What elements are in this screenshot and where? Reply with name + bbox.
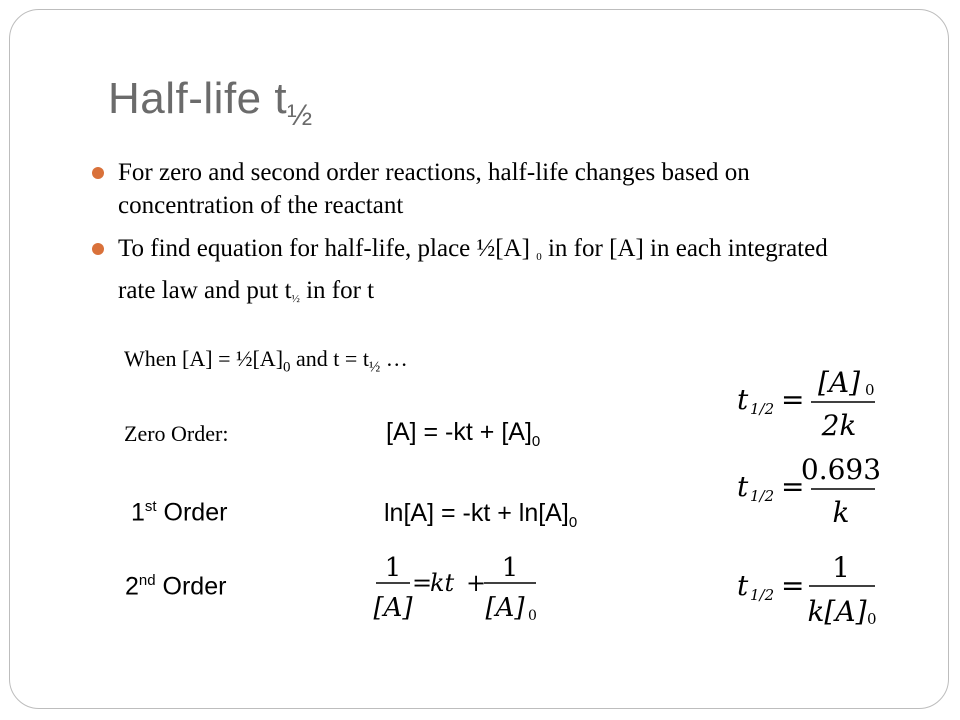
second-denominator-subscript: 0 (867, 610, 877, 628)
second-order-word: Order (155, 572, 227, 601)
first-denominator: k (832, 496, 850, 529)
t-half-subscript: 1/2 (750, 400, 775, 418)
title-subscript: ½ (287, 99, 313, 132)
bullet-text: For zero and second order reactions, half-life changes based on concentration of the reactant (118, 159, 750, 219)
t-half-subscript: 1/2 (750, 586, 775, 604)
second-order-half-life-formula (735, 546, 895, 630)
slide-title (108, 74, 313, 132)
bullet-dot-icon (92, 243, 104, 255)
zero-order-half-life-formula (735, 362, 895, 442)
when-subscript: ½ (368, 359, 381, 376)
bullet-text-part: in for t (299, 277, 375, 304)
zero-denominator: 2k (821, 409, 857, 442)
equals-sign: = (781, 569, 805, 602)
int-left-numerator: 1 (384, 553, 402, 583)
second-order-num: 2 (125, 572, 139, 601)
t-half-symbol: t (737, 383, 749, 416)
bullet-text-part: To find equation for half-life, place ½[A] (118, 235, 530, 262)
first-order-num: 1 (131, 498, 145, 527)
when-condition-line (124, 346, 408, 376)
t-half-symbol: t (737, 569, 749, 602)
bullet-item (92, 232, 852, 316)
when-text: … (380, 346, 408, 371)
int-right-denominator: [A] (485, 593, 525, 623)
bullet-dot-icon (92, 167, 104, 179)
first-order-sup: st (144, 498, 157, 515)
first-numerator: 0.693 (800, 453, 882, 486)
bullet-subscript: ½ (291, 293, 300, 305)
bullet-text-part: in for [A] in each integrated rate law and put t (118, 235, 828, 304)
t-half-subscript: 1/2 (750, 487, 775, 505)
second-numerator: 1 (832, 551, 850, 584)
first-eq-subscript: 0 (568, 514, 578, 531)
int-plus: + (466, 569, 487, 597)
int-equals: = (412, 569, 433, 597)
second-order-sup: nd (138, 572, 156, 589)
int-right-denominator-subscript: 0 (528, 608, 537, 624)
int-kt: kt (430, 569, 455, 597)
title-main: Half-life t (108, 74, 288, 123)
zero-eq-main: [A] = -kt + [A] (386, 418, 532, 446)
when-text: and t = t (290, 346, 369, 371)
second-denominator: k[A] (807, 595, 867, 628)
first-order-half-life-formula (735, 449, 895, 529)
zero-numerator: [A] (817, 366, 861, 399)
second-order-integrated-equation (370, 545, 550, 625)
first-eq-main: ln[A] = -kt + ln[A] (384, 499, 569, 527)
bullet-item (92, 156, 852, 222)
int-right-numerator: 1 (501, 553, 519, 583)
first-order-label (131, 498, 227, 527)
equals-sign: = (781, 470, 805, 503)
bullet-subscript: 0 (536, 251, 542, 263)
bullet-list (92, 156, 852, 326)
zero-eq-subscript: 0 (531, 433, 541, 450)
int-left-denominator: [A] (373, 593, 413, 623)
equals-sign: = (781, 383, 805, 416)
when-subscript: 0 (283, 359, 291, 376)
second-order-label (125, 572, 226, 601)
first-order-equation (384, 499, 577, 531)
zero-numerator-subscript: 0 (865, 381, 875, 399)
t-half-symbol: t (737, 470, 749, 503)
first-order-word: Order (156, 498, 228, 527)
when-text: When [A] = ½[A] (124, 346, 284, 371)
zero-order-label: Zero Order: (124, 421, 229, 446)
zero-order-equation (386, 418, 540, 450)
